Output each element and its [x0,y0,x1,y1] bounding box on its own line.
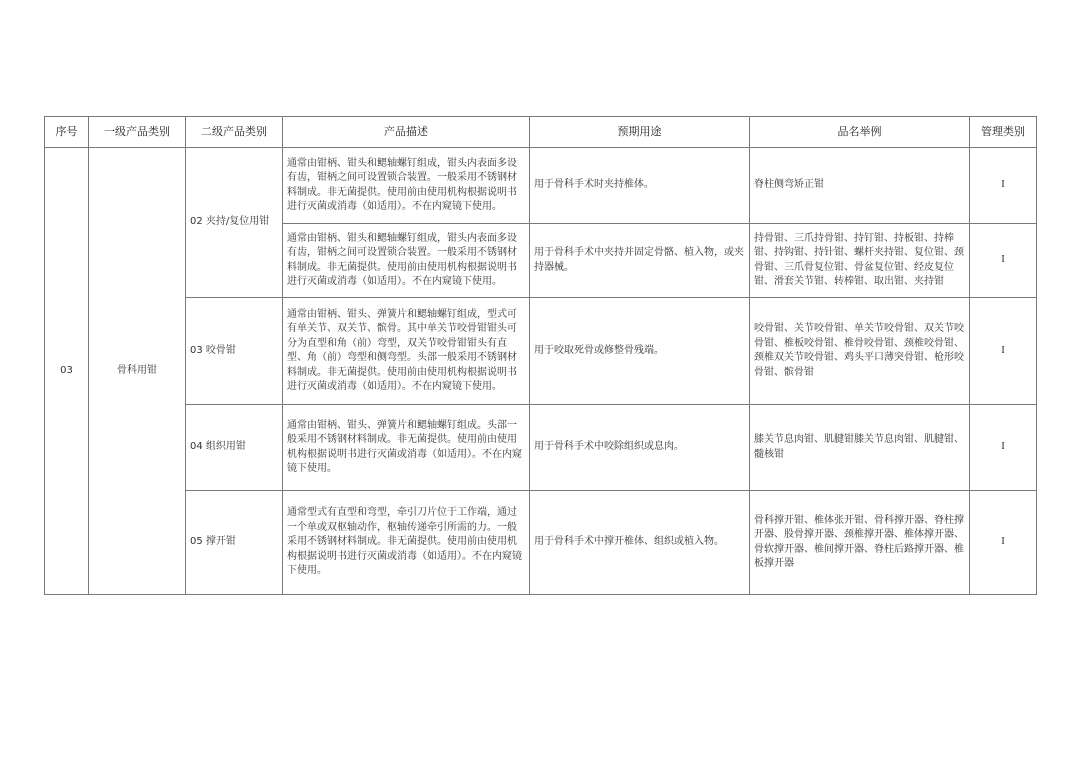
name-examples-cell: 膝关节息肉钳、肌腱钳膝关节息肉钳、肌腱钳、髓核钳 [750,405,970,491]
management-class-cell: I [970,224,1037,298]
intended-use-cell: 用于咬取死骨或修整骨残端。 [530,298,750,405]
header-intended-use: 预期用途 [530,117,750,148]
catalog-sheet [44,116,1036,595]
product-catalog-table [44,116,1037,595]
level1-category-cell: 骨科用钳 [89,148,186,595]
level2-category-cell: 05 撑开钳 [186,491,283,595]
description-cell: 通常由钳柄、钳头和鳃轴螺钉组成，钳头内表面多设有齿，钳柄之间可设置锁合装置。一般采用不锈钢材料制成。非无菌提供。使用前由使用机构根据说明书进行灭菌或消毒（如适用）。不在内窥镜下使用。 [283,148,530,224]
table-row [45,491,1037,595]
description-cell: 通常由钳柄、钳头、弹簧片和鳃轴螺钉组成，型式可有单关节、双关节、髌骨。其中单关节咬骨钳钳头可分为直型和角（前）弯型，双关节咬骨钳钳头有直型、角（前）弯型和侧弯型。头部一般采用不锈钢材料制成。非无菌提供。使用前由使用机构根据说明书进行灭菌或消毒（如适用）。不在内窥镜下使用。 [283,298,530,405]
intended-use-cell: 用于骨科手术中咬除组织或息肉。 [530,405,750,491]
description-cell: 通常由钳柄、钳头和鳃轴螺钉组成，钳头内表面多设有齿，钳柄之间可设置锁合装置。一般采用不锈钢材料制成。非无菌提供。使用前由使用机构根据说明书进行灭菌或消毒（如适用）。不在内窥镜下使用。 [283,224,530,298]
level2-category-cell: 03 咬骨钳 [186,298,283,405]
name-examples-cell: 骨科撑开钳、椎体张开钳、骨科撑开器、脊柱撑开器、股骨撑开器、颈椎撑开器、椎体撑开器、骨软撑开器、椎间撑开器、脊柱后路撑开器、椎板撑开器 [750,491,970,595]
header-level1-category: 一级产品类别 [89,117,186,148]
intended-use-cell: 用于骨科手术中撑开椎体、组织或植入物。 [530,491,750,595]
management-class-cell: I [970,148,1037,224]
header-name-examples: 品名举例 [750,117,970,148]
seq-cell: 03 [45,148,89,595]
name-examples-cell: 持骨钳、三爪持骨钳、持钉钳、持板钳、持棒钳、持钩钳、持针钳、螺杆夹持钳、复位钳、颈骨钳、三爪骨复位钳、骨盆复位钳、经皮复位钳、滑套关节钳、转棒钳、取出钳、夹持钳 [750,224,970,298]
management-class-cell: I [970,298,1037,405]
description-cell: 通常型式有直型和弯型，牵引刀片位于工作端，通过一个单或双枢轴动作，枢轴传递牵引所需的力。一般采用不锈钢材料制成。非无菌提供。使用前由使用机构根据说明书进行灭菌或消毒（如适用）。不在内窥镜下使用。 [283,491,530,595]
name-examples-cell: 咬骨钳、关节咬骨钳、单关节咬骨钳、双关节咬骨钳、椎板咬骨钳、椎骨咬骨钳、颈椎咬骨钳、颈椎双关节咬骨钳、鸡头平口薄突骨钳、枪形咬骨钳、髌骨钳 [750,298,970,405]
table-row [45,298,1037,405]
header-management-class: 管理类别 [970,117,1037,148]
table-row [45,405,1037,491]
table-header-row [45,117,1037,148]
table-row [45,148,1037,224]
level2-category-cell: 02 夹持/复位用钳 [186,148,283,298]
level2-category-cell: 04 组织用钳 [186,405,283,491]
management-class-cell: I [970,491,1037,595]
intended-use-cell: 用于骨科手术中夹持并固定骨骼、植入物，或夹持器械。 [530,224,750,298]
management-class-cell: I [970,405,1037,491]
header-product-description: 产品描述 [283,117,530,148]
description-cell: 通常由钳柄、钳头、弹簧片和鳃轴螺钉组成。头部一般采用不锈钢材料制成。非无菌提供。使用前由使用机构根据说明书进行灭菌或消毒（如适用）。不在内窥镜下使用。 [283,405,530,491]
header-level2-category: 二级产品类别 [186,117,283,148]
intended-use-cell: 用于骨科手术时夹持椎体。 [530,148,750,224]
header-seq: 序号 [45,117,89,148]
name-examples-cell: 脊柱侧弯矫正钳 [750,148,970,224]
